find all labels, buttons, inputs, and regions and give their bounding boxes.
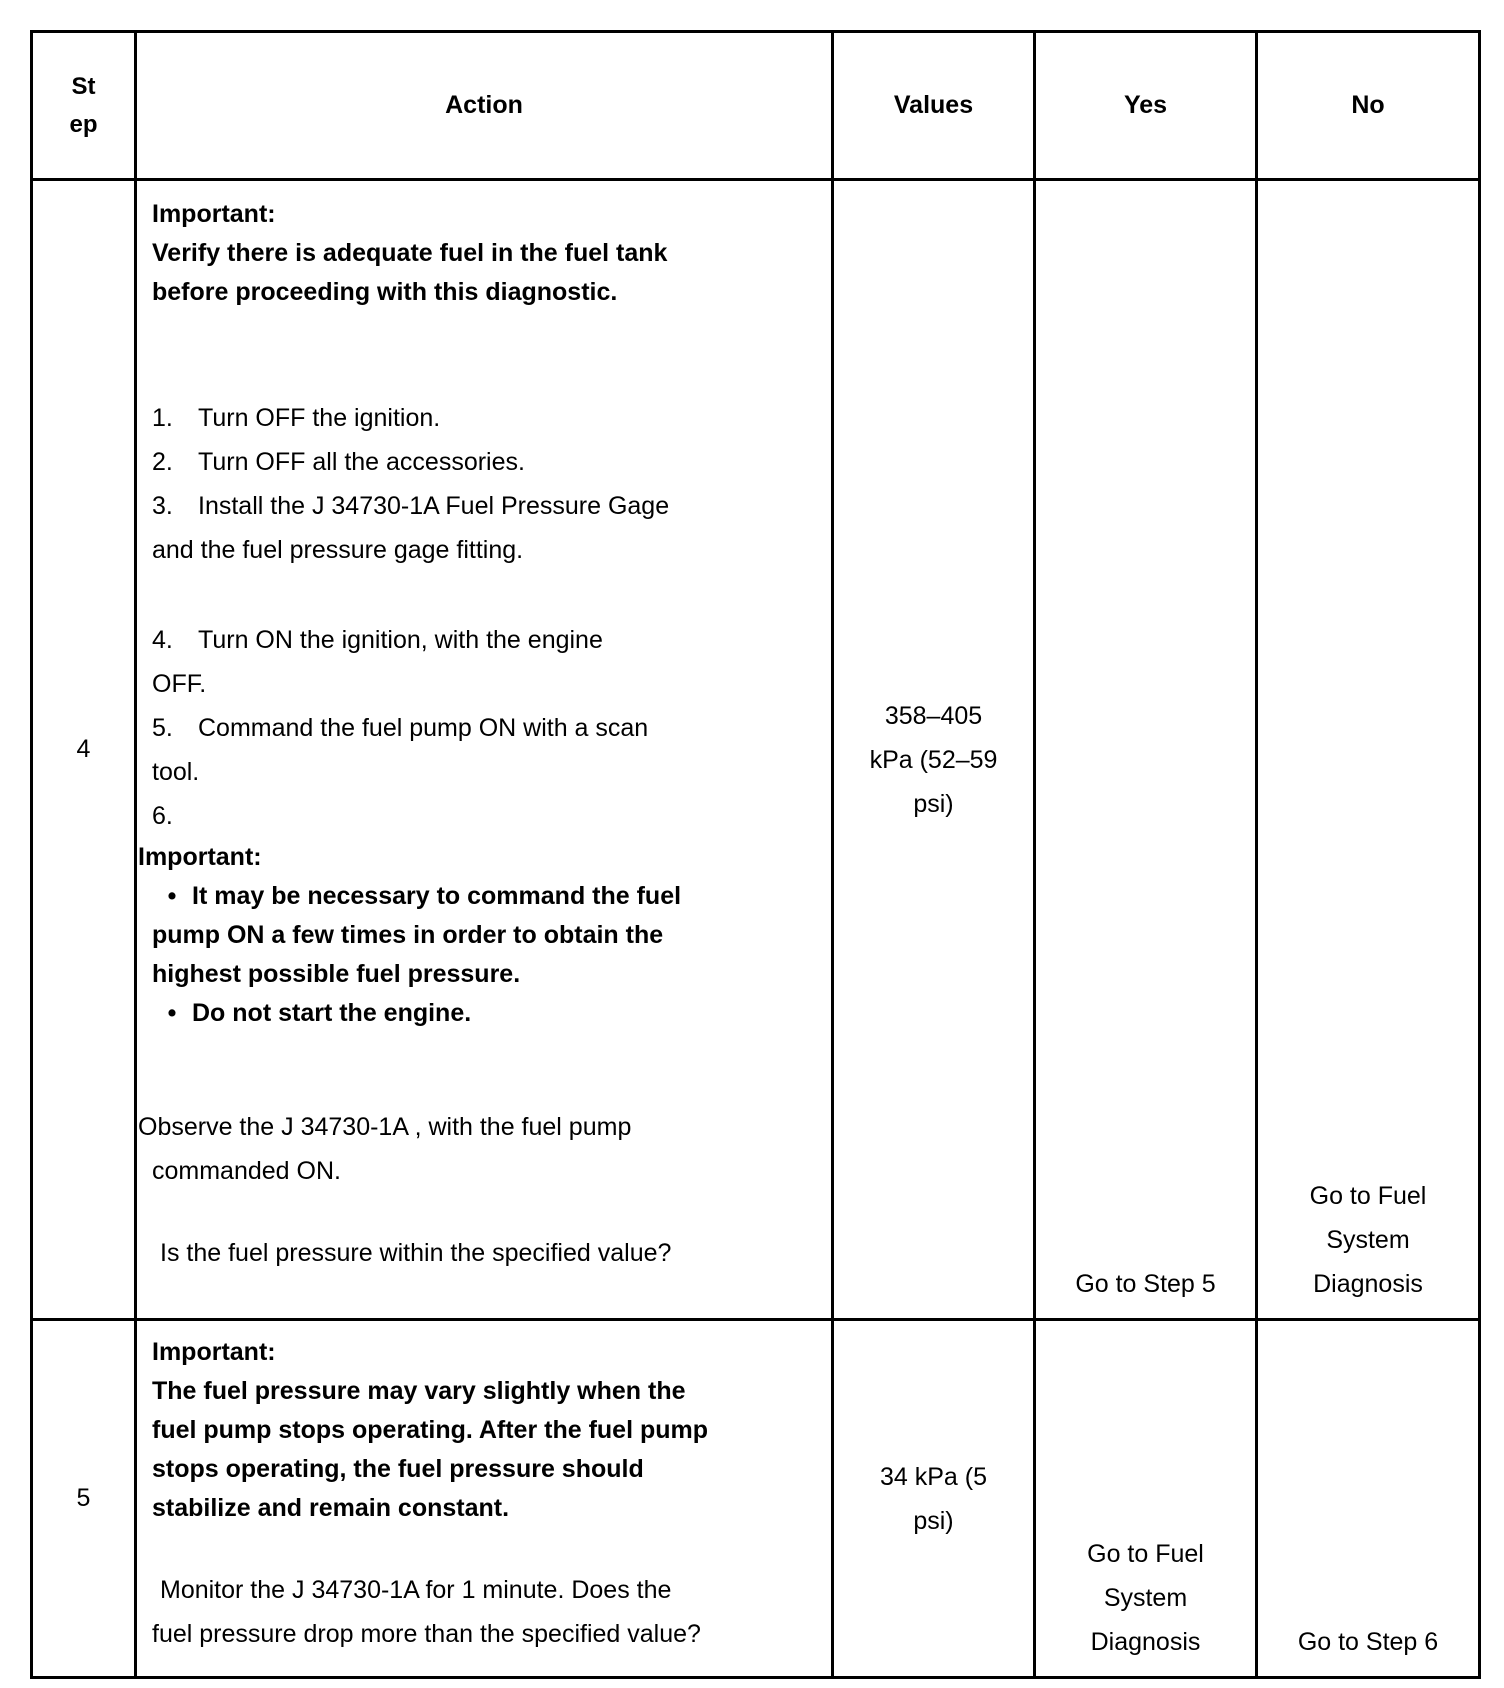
action-cell	[136, 180, 833, 1320]
monitor-text-cont: fuel pressure drop more than the specified value?	[152, 1620, 701, 1648]
important-label: Important:	[138, 843, 262, 871]
yes-cell	[1035, 180, 1257, 1320]
yes-action-line: System	[1103, 1584, 1188, 1612]
important-text: before proceeding with this diagnostic.	[152, 278, 618, 306]
bullet-item: • It may be necessary to command the fuel	[152, 877, 831, 916]
value-line: kPa (52–59	[869, 746, 998, 774]
yes-action-line: Diagnosis	[1090, 1628, 1201, 1656]
bullet-item-cont: highest possible fuel pressure.	[152, 960, 521, 988]
bullet-icon: •	[167, 999, 177, 1027]
no-cell	[1257, 180, 1480, 1320]
important-label: Important:	[152, 200, 276, 228]
values-cell	[833, 180, 1035, 1320]
action-step-2: 2. Turn OFF all the accessories.	[152, 448, 525, 476]
no-action: Go to Step 6	[1297, 1628, 1439, 1656]
action-step-1: 1. Turn OFF the ignition.	[152, 404, 441, 432]
value-line: psi)	[913, 1507, 954, 1535]
header-row	[32, 32, 1480, 180]
header-no: No	[1257, 32, 1480, 180]
action-cell	[136, 1320, 833, 1678]
action-step-6: 6.	[152, 802, 173, 830]
value-line: psi)	[913, 790, 954, 818]
diagnostic-table	[30, 30, 1481, 1679]
value-line: 358–405	[884, 702, 983, 730]
bullet-item: • Do not start the engine.	[152, 994, 831, 1033]
important-text: Verify there is adequate fuel in the fuel tank	[152, 239, 668, 267]
important-label: Important:	[152, 1338, 276, 1366]
step-cell: 4	[32, 180, 136, 1320]
action-step-4: 4. Turn ON the ignition, with the engine	[152, 626, 603, 654]
header-yes: Yes	[1035, 32, 1257, 180]
no-cell	[1257, 1320, 1480, 1678]
bullet-icon: •	[167, 882, 177, 910]
action-step-3: 3. Install the J 34730-1A Fuel Pressure Gage	[152, 492, 670, 520]
action-step-5-cont: tool.	[152, 758, 200, 786]
no-action-line: System	[1326, 1226, 1410, 1254]
yes-cell	[1035, 1320, 1257, 1678]
header-values: Values	[833, 32, 1035, 180]
monitor-text: Monitor the J 34730-1A for 1 minute. Does the	[160, 1576, 672, 1604]
observe-text-cont: commanded ON.	[152, 1157, 341, 1185]
action-step-5: 5. Command the fuel pump ON with a scan	[152, 714, 649, 742]
action-step-3-cont: and the fuel pressure gage fitting.	[152, 536, 524, 564]
values-cell	[833, 1320, 1035, 1678]
yes-action-line: Go to Fuel	[1087, 1540, 1204, 1568]
important-text: The fuel pressure may vary slightly when the	[152, 1377, 686, 1405]
table-row-step-4	[32, 180, 1480, 1320]
yes-action: Go to Step 5	[1075, 1270, 1216, 1298]
no-action-line: Go to Fuel	[1309, 1182, 1427, 1210]
header-action: Action	[136, 32, 833, 180]
value-line: 34 kPa (5	[879, 1463, 987, 1491]
bullet-item-cont: pump ON a few times in order to obtain the	[152, 921, 664, 949]
question-text: Is the fuel pressure within the specified value?	[160, 1239, 672, 1267]
header-step: St ep	[32, 32, 136, 180]
important-text: stops operating, the fuel pressure should	[152, 1455, 644, 1483]
no-action-line: Diagnosis	[1313, 1270, 1423, 1298]
important-text: stabilize and remain constant.	[152, 1494, 510, 1522]
important-text: fuel pump stops operating. After the fuel pump	[152, 1416, 709, 1444]
action-step-4-cont: OFF.	[152, 670, 207, 698]
table-row-step-5	[32, 1320, 1480, 1678]
step-cell: 5	[32, 1320, 136, 1678]
observe-text: Observe the J 34730-1A , with the fuel pump	[138, 1113, 632, 1141]
